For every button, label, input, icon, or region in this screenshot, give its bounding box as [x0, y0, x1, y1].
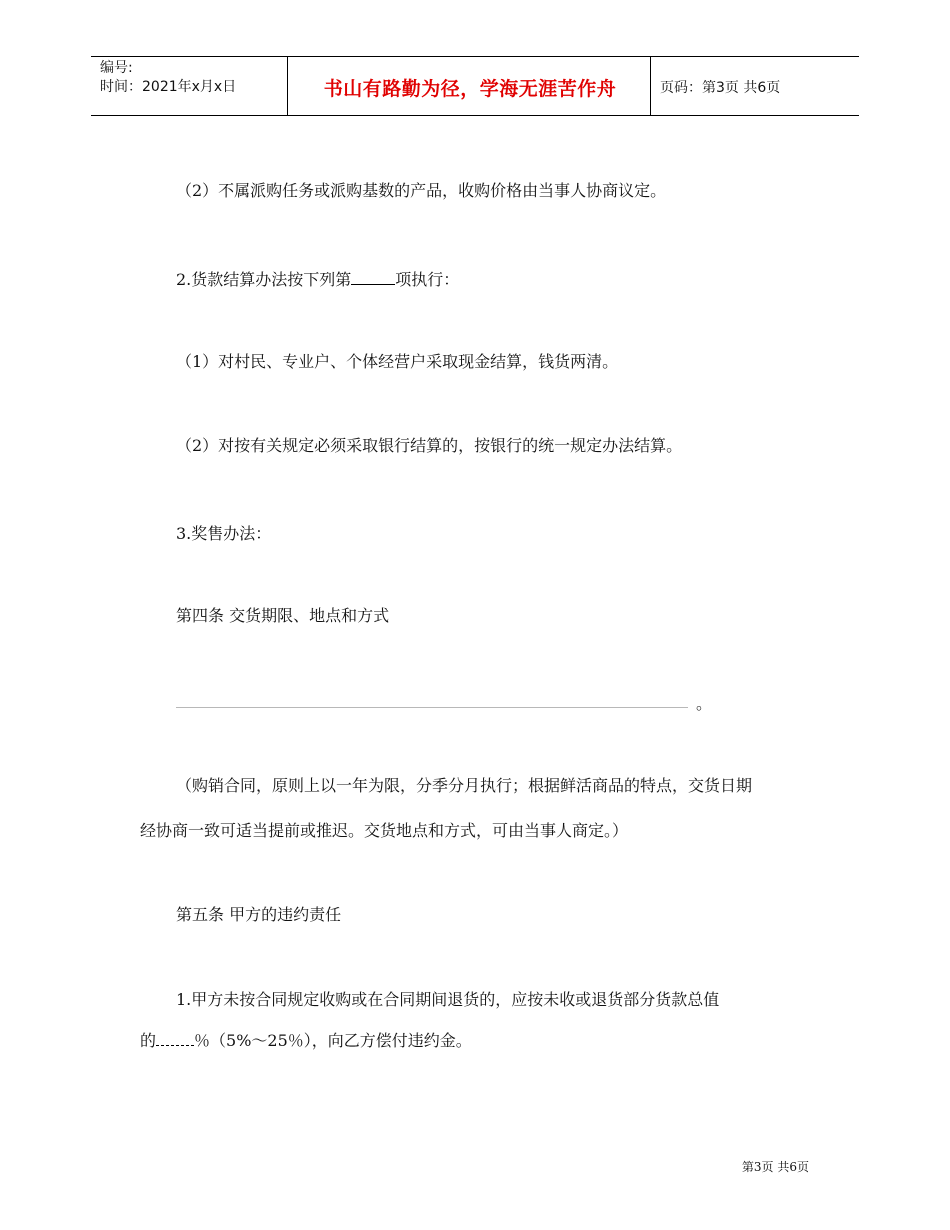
- paragraph-pricing-2: （2）不属派购任务或派购基数的产品，收购价格由当事人协商议定。: [176, 181, 667, 200]
- document-number-label: 编号:: [100, 60, 133, 76]
- paragraph-penalty-line1: 1.甲方未按合同规定收购或在合同期间退货的，应按未收或退货部分货款总值: [176, 990, 720, 1009]
- paragraph-delivery-note-line1: （购销合同，原则上以一年为限，分季分月执行；根据鲜活商品的特点，交货日期: [176, 776, 753, 795]
- paragraph-settlement-method: [176, 270, 459, 290]
- header-top-rule: [91, 56, 859, 57]
- settlement-blank: [351, 270, 395, 285]
- settlement-text-after: 项执行：: [395, 270, 460, 289]
- penalty-text-after: ％（5%～25％），向乙方偿付违约金。: [194, 1031, 472, 1050]
- penalty-text-before: 的: [140, 1031, 157, 1050]
- paragraph-delivery-note-line2: 经协商一致可适当提前或推迟。交货地点和方式，可由当事人商定。）: [140, 821, 629, 840]
- delivery-fill-period: 。: [696, 694, 713, 713]
- header-meta: [100, 59, 236, 97]
- settlement-text-before: 2.货款结算办法按下列第: [176, 270, 352, 289]
- delivery-fill-line: [176, 707, 688, 708]
- document-time-label: 时间：2021年x月x日: [100, 79, 237, 95]
- article-5-heading: 第五条 甲方的违约责任: [176, 905, 342, 924]
- article-4-heading: 第四条 交货期限、地点和方式: [176, 606, 390, 625]
- paragraph-incentive: 3.奖售办法：: [176, 524, 272, 543]
- paragraph-penalty-line2: [140, 1031, 472, 1051]
- header-bottom-rule: [91, 115, 859, 116]
- header-page-number: 页码：第3页 共6页: [660, 80, 781, 96]
- header-divider-right: [650, 57, 651, 115]
- footer-page-number: 第3页 共6页: [741, 1160, 809, 1174]
- paragraph-settlement-bank: （2）对按有关规定必须采取银行结算的，按银行的统一规定办法结算。: [176, 436, 683, 455]
- header-divider-left: [287, 57, 288, 115]
- paragraph-settlement-cash: （1）对村民、专业户、个体经营户采取现金结算，钱货两清。: [176, 352, 619, 371]
- header-motto: 书山有路勤为径，学海无涯苦作舟: [323, 78, 617, 100]
- penalty-percent-blank: [156, 1031, 194, 1046]
